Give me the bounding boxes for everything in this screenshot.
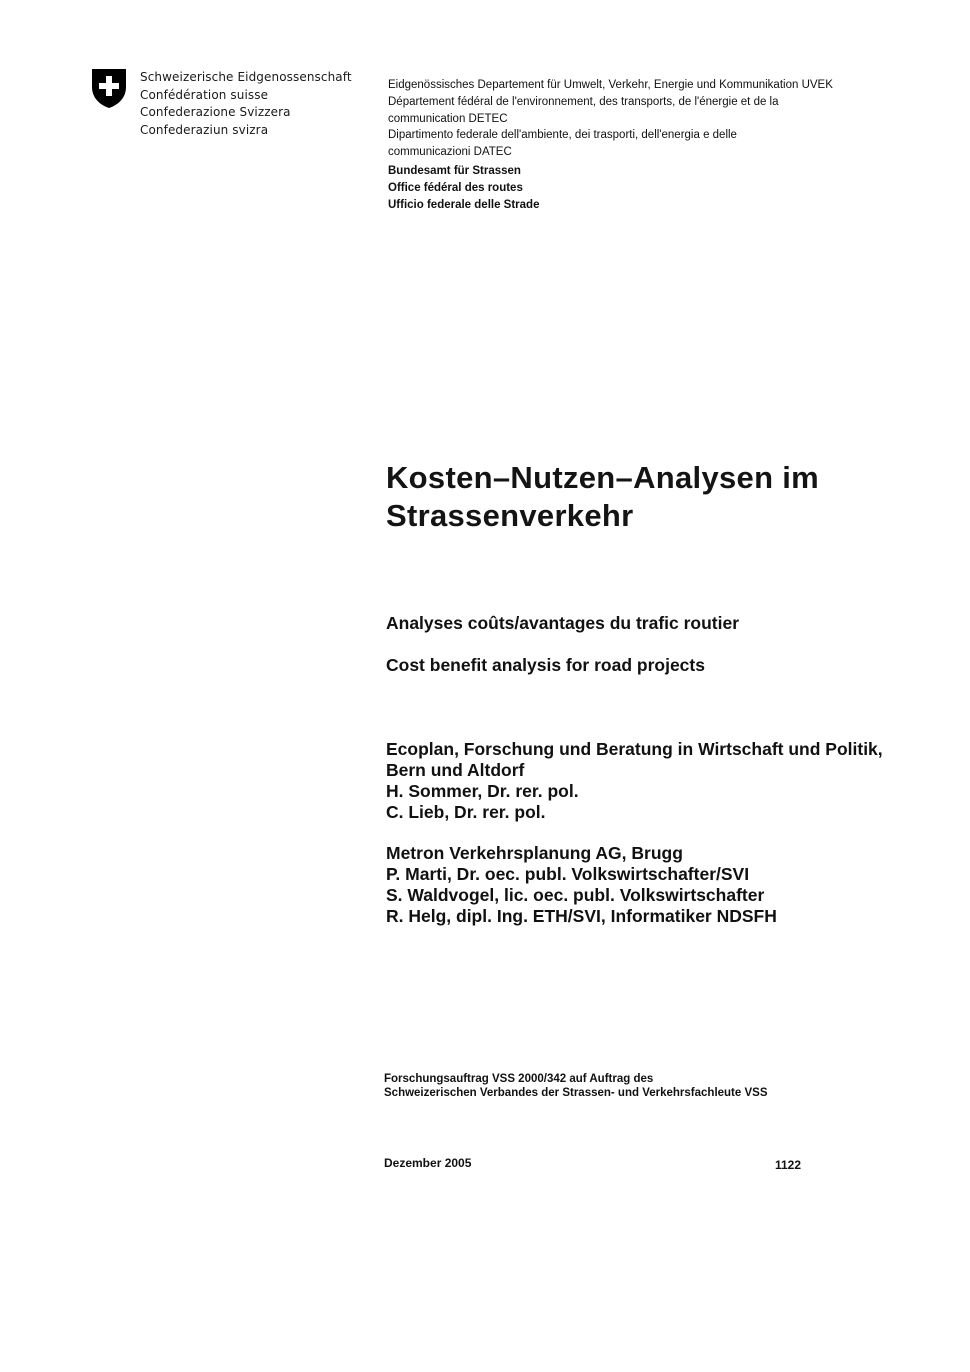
confederation-names <box>140 69 352 139</box>
publication-date: Dezember 2005 <box>384 1156 472 1170</box>
department-line-3: communication DETEC <box>388 112 508 125</box>
office-name-de: Bundesamt für Strassen <box>388 165 521 177</box>
federal-office-names <box>388 163 539 213</box>
confederation-name-it: Confederazione Svizzera <box>140 105 291 119</box>
confederation-name-de: Schweizerische Eidgenossenschaft <box>140 70 352 84</box>
author-block-ecoplan <box>386 739 883 823</box>
office-name-it: Ufficio federale delle Strade <box>388 198 540 211</box>
author-name: R. Helg, dipl. Ing. ETH/SVI, Informatiker NDSFH <box>386 906 777 926</box>
department-line-5: communicazioni DATEC <box>388 146 512 159</box>
department-line-4: Dipartimento federale dell'ambiente, dei trasporti, dell'energia e delle <box>388 129 737 142</box>
subtitle-english: Cost benefit analysis for road projects <box>386 655 705 675</box>
research-line-1: Forschungsauftrag VSS 2000/342 auf Auftrag des <box>384 1073 654 1085</box>
subtitle-french: Analyses coûts/avantages du trafic routier <box>386 613 740 633</box>
confederation-name-fr: Confédération suisse <box>140 87 269 102</box>
author-name: P. Marti, Dr. oec. publ. Volkswirtschafter/SVI <box>386 864 750 884</box>
document-title <box>386 459 819 535</box>
research-line-2: Schweizerischen Verbandes der Strassen- und Verkehrsfachleute VSS <box>384 1087 768 1099</box>
department-names <box>388 77 833 161</box>
confederation-name-rm: Confederaziun svizra <box>140 122 269 137</box>
author-name: S. Waldvogel, lic. oec. publ. Volkswirtschafter <box>386 885 765 905</box>
department-line-1: Eidgenössisches Departement für Umwelt, Verkehr, Energie und Kommunikation UVEK <box>388 79 833 91</box>
author-name: C. Lieb, Dr. rer. pol. <box>386 802 546 822</box>
office-name-fr: Office fédéral des routes <box>388 181 523 194</box>
author-org-line-1: Metron Verkehrsplanung AG, Brugg <box>386 843 683 863</box>
title-line-1: Kosten–Nutzen–Analysen im <box>386 460 819 495</box>
swiss-federal-shield-icon <box>90 67 128 109</box>
author-block-metron <box>386 843 777 927</box>
author-org-line-1: Ecoplan, Forschung und Beratung in Wirtschaft und Politik, <box>386 739 883 759</box>
research-commission-note <box>384 1072 768 1100</box>
author-org-line-2: Bern und Altdorf <box>386 760 525 780</box>
department-line-2: Département fédéral de l'environnement, des transports, de l'énergie et de la <box>388 95 779 108</box>
report-number: 1122 <box>775 1158 802 1172</box>
author-name: H. Sommer, Dr. rer. pol. <box>386 781 579 801</box>
title-line-2: Strassenverkehr <box>386 498 634 533</box>
